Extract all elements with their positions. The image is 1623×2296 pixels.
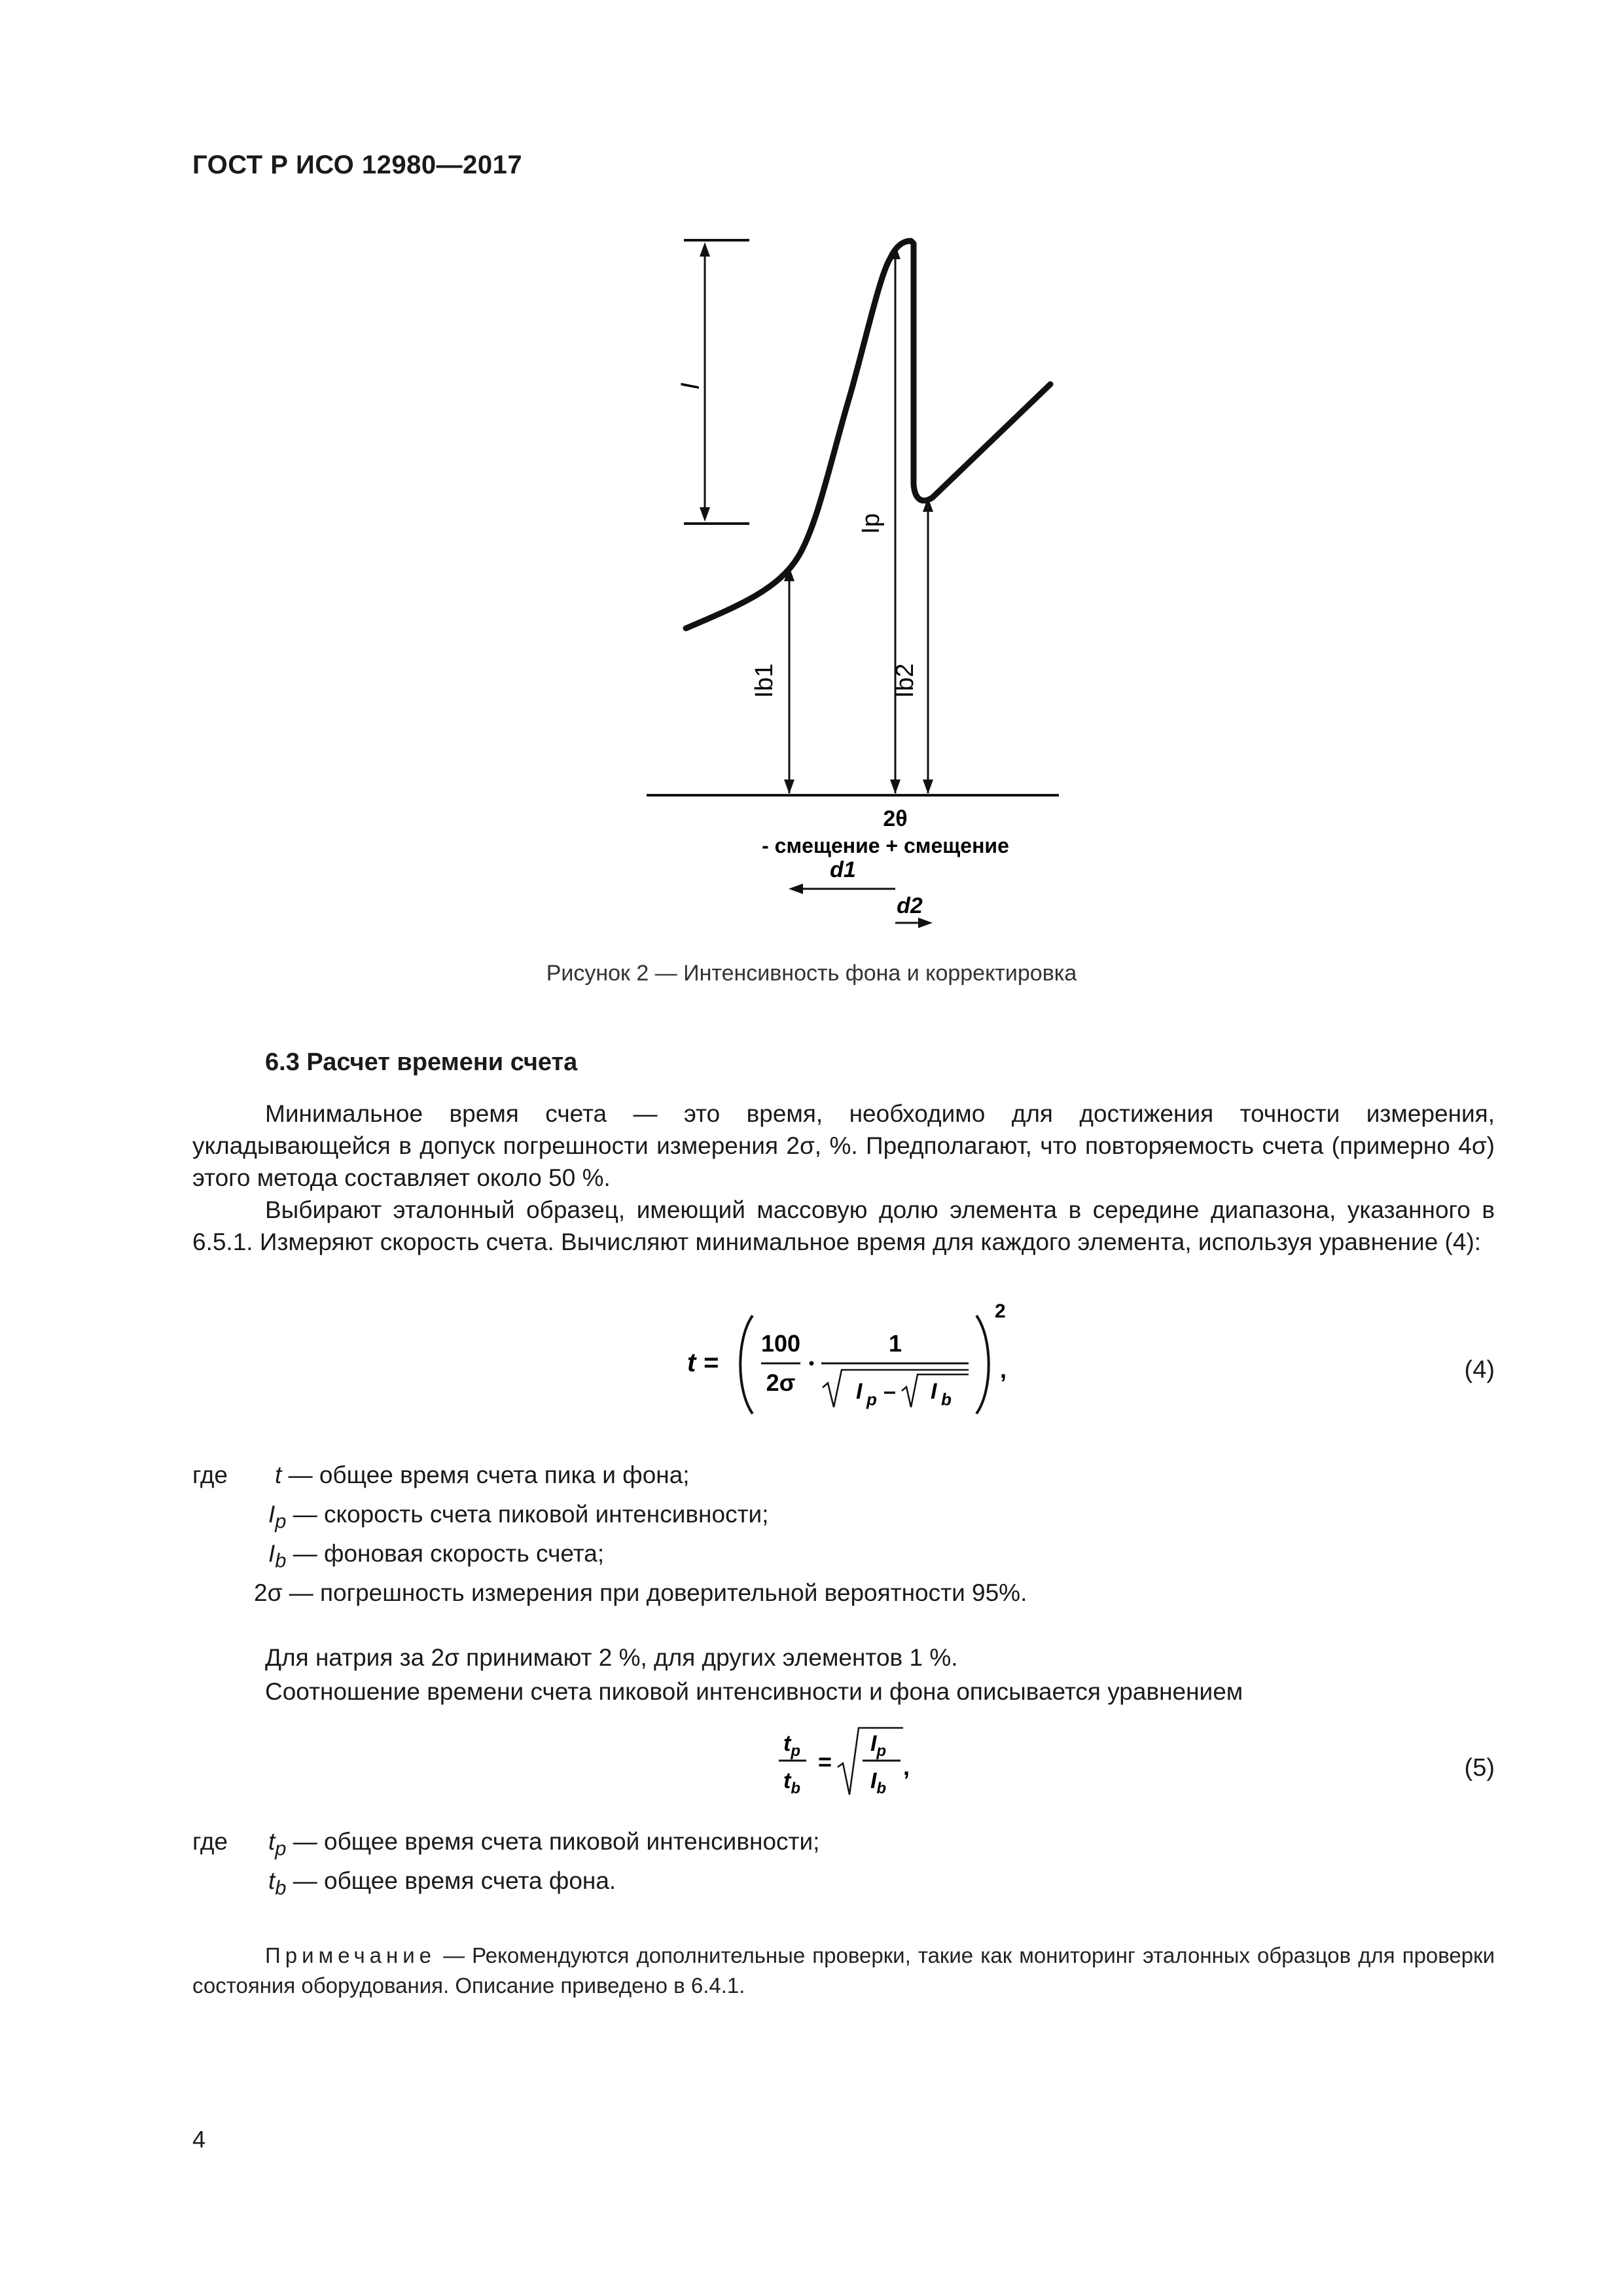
svg-text:=: =	[818, 1748, 832, 1775]
eq4-den1: 2σ	[766, 1369, 796, 1396]
I-arrow-down	[700, 507, 710, 522]
label-Ip: Ip	[857, 513, 885, 534]
where-label-2: где	[192, 1828, 228, 1855]
label-d1: d1	[830, 857, 856, 882]
svg-text:Ib: $I_b$	[870, 1768, 887, 1797]
where-label-1: где	[192, 1462, 228, 1488]
label-Ib1: Ib1	[751, 663, 778, 698]
def-t: t — общее время счета пика и фона;	[275, 1462, 690, 1488]
equation-5-number: (5)	[1464, 1754, 1495, 1782]
figure-intensity	[0, 0, 1623, 949]
section-title: 6.3 Расчет времени счета	[265, 1049, 578, 1076]
equation-4	[687, 1299, 1027, 1430]
page-number: 4	[192, 2126, 206, 2153]
svg-text:b: b	[941, 1390, 952, 1409]
def-tb: $t_b$ — общее время счета фона.	[268, 1867, 616, 1899]
eq4-lhs: t =	[687, 1348, 719, 1377]
eq4-num2: 1	[888, 1330, 902, 1357]
intensity-curve	[686, 241, 1050, 628]
figure-caption: Рисунок 2 — Интенсивность фона и корректировка	[546, 961, 1077, 986]
I-arrow-up	[700, 242, 710, 257]
def-tp: $t_p$ — общее время счета пиковой интенсивности;	[268, 1828, 820, 1860]
svg-text:Ip: $I_p$	[870, 1731, 887, 1760]
svg-text:p: p	[866, 1390, 877, 1409]
paragraph-3: Для натрия за 2σ принимают 2 %, для других элементов 1 %.	[265, 1644, 958, 1671]
def-Ip: $I_p$ — скорость счета пиковой интенсивности;	[268, 1501, 769, 1533]
equation-5	[772, 1721, 955, 1806]
equation-4-number: (4)	[1464, 1356, 1495, 1384]
def-Ib: $I_b$ — фоновая скорость счета;	[268, 1540, 605, 1572]
paragraph-4: Соотношение времени счета пиковой интенсивности и фона описывается уравнением	[265, 1678, 1243, 1705]
note: Примечание — Рекомендуются дополнительные проверки, такие как мониторинг эталонных образцов для проверки состояния оборудования. Описание приведено в 6.4.1.	[192, 1943, 1495, 1998]
label-shift: - смещение + смещение	[762, 834, 1009, 857]
svg-text:,: ,	[1000, 1356, 1007, 1383]
svg-text:tp: $t_p$	[783, 1731, 800, 1760]
svg-text:I: I	[931, 1379, 937, 1404]
svg-text:tb: $t_b$	[783, 1768, 800, 1797]
eq4-num1: 100	[760, 1330, 801, 1357]
label-I: I	[676, 382, 705, 390]
eq4-exponent: 2	[995, 1300, 1006, 1322]
svg-text:I: I	[856, 1379, 863, 1404]
def-2sigma: 2σ — погрешность измерения при доверительной вероятности 95%.	[254, 1579, 1027, 1606]
label-d2: d2	[897, 893, 923, 918]
paragraph-2: Выбирают эталонный образец, имеющий массовую долю элемента в середине диапазона, указанного в 6.5.1. Измеряют скорость счета. Вычисляют минимальное время для каждого элемента, используя уравнение (4):	[192, 1196, 1495, 1255]
note-label: Примечание	[265, 1943, 437, 1967]
document-code: ГОСТ Р ИСО 12980—2017	[192, 151, 523, 179]
label-Ib2: Ib2	[891, 663, 919, 698]
svg-text:,: ,	[903, 1753, 910, 1780]
paragraph-1: Минимальное время счета — это время, необходимо для достижения точности измерения, укладывающейся в допуск погрешности измерения 2σ, %. Предполагают, что повторяемость счета (примерно 4σ) этого метода составляет около 50 %.	[192, 1100, 1495, 1191]
svg-text:–: –	[883, 1379, 896, 1404]
label-2theta: 2θ	[883, 806, 908, 831]
